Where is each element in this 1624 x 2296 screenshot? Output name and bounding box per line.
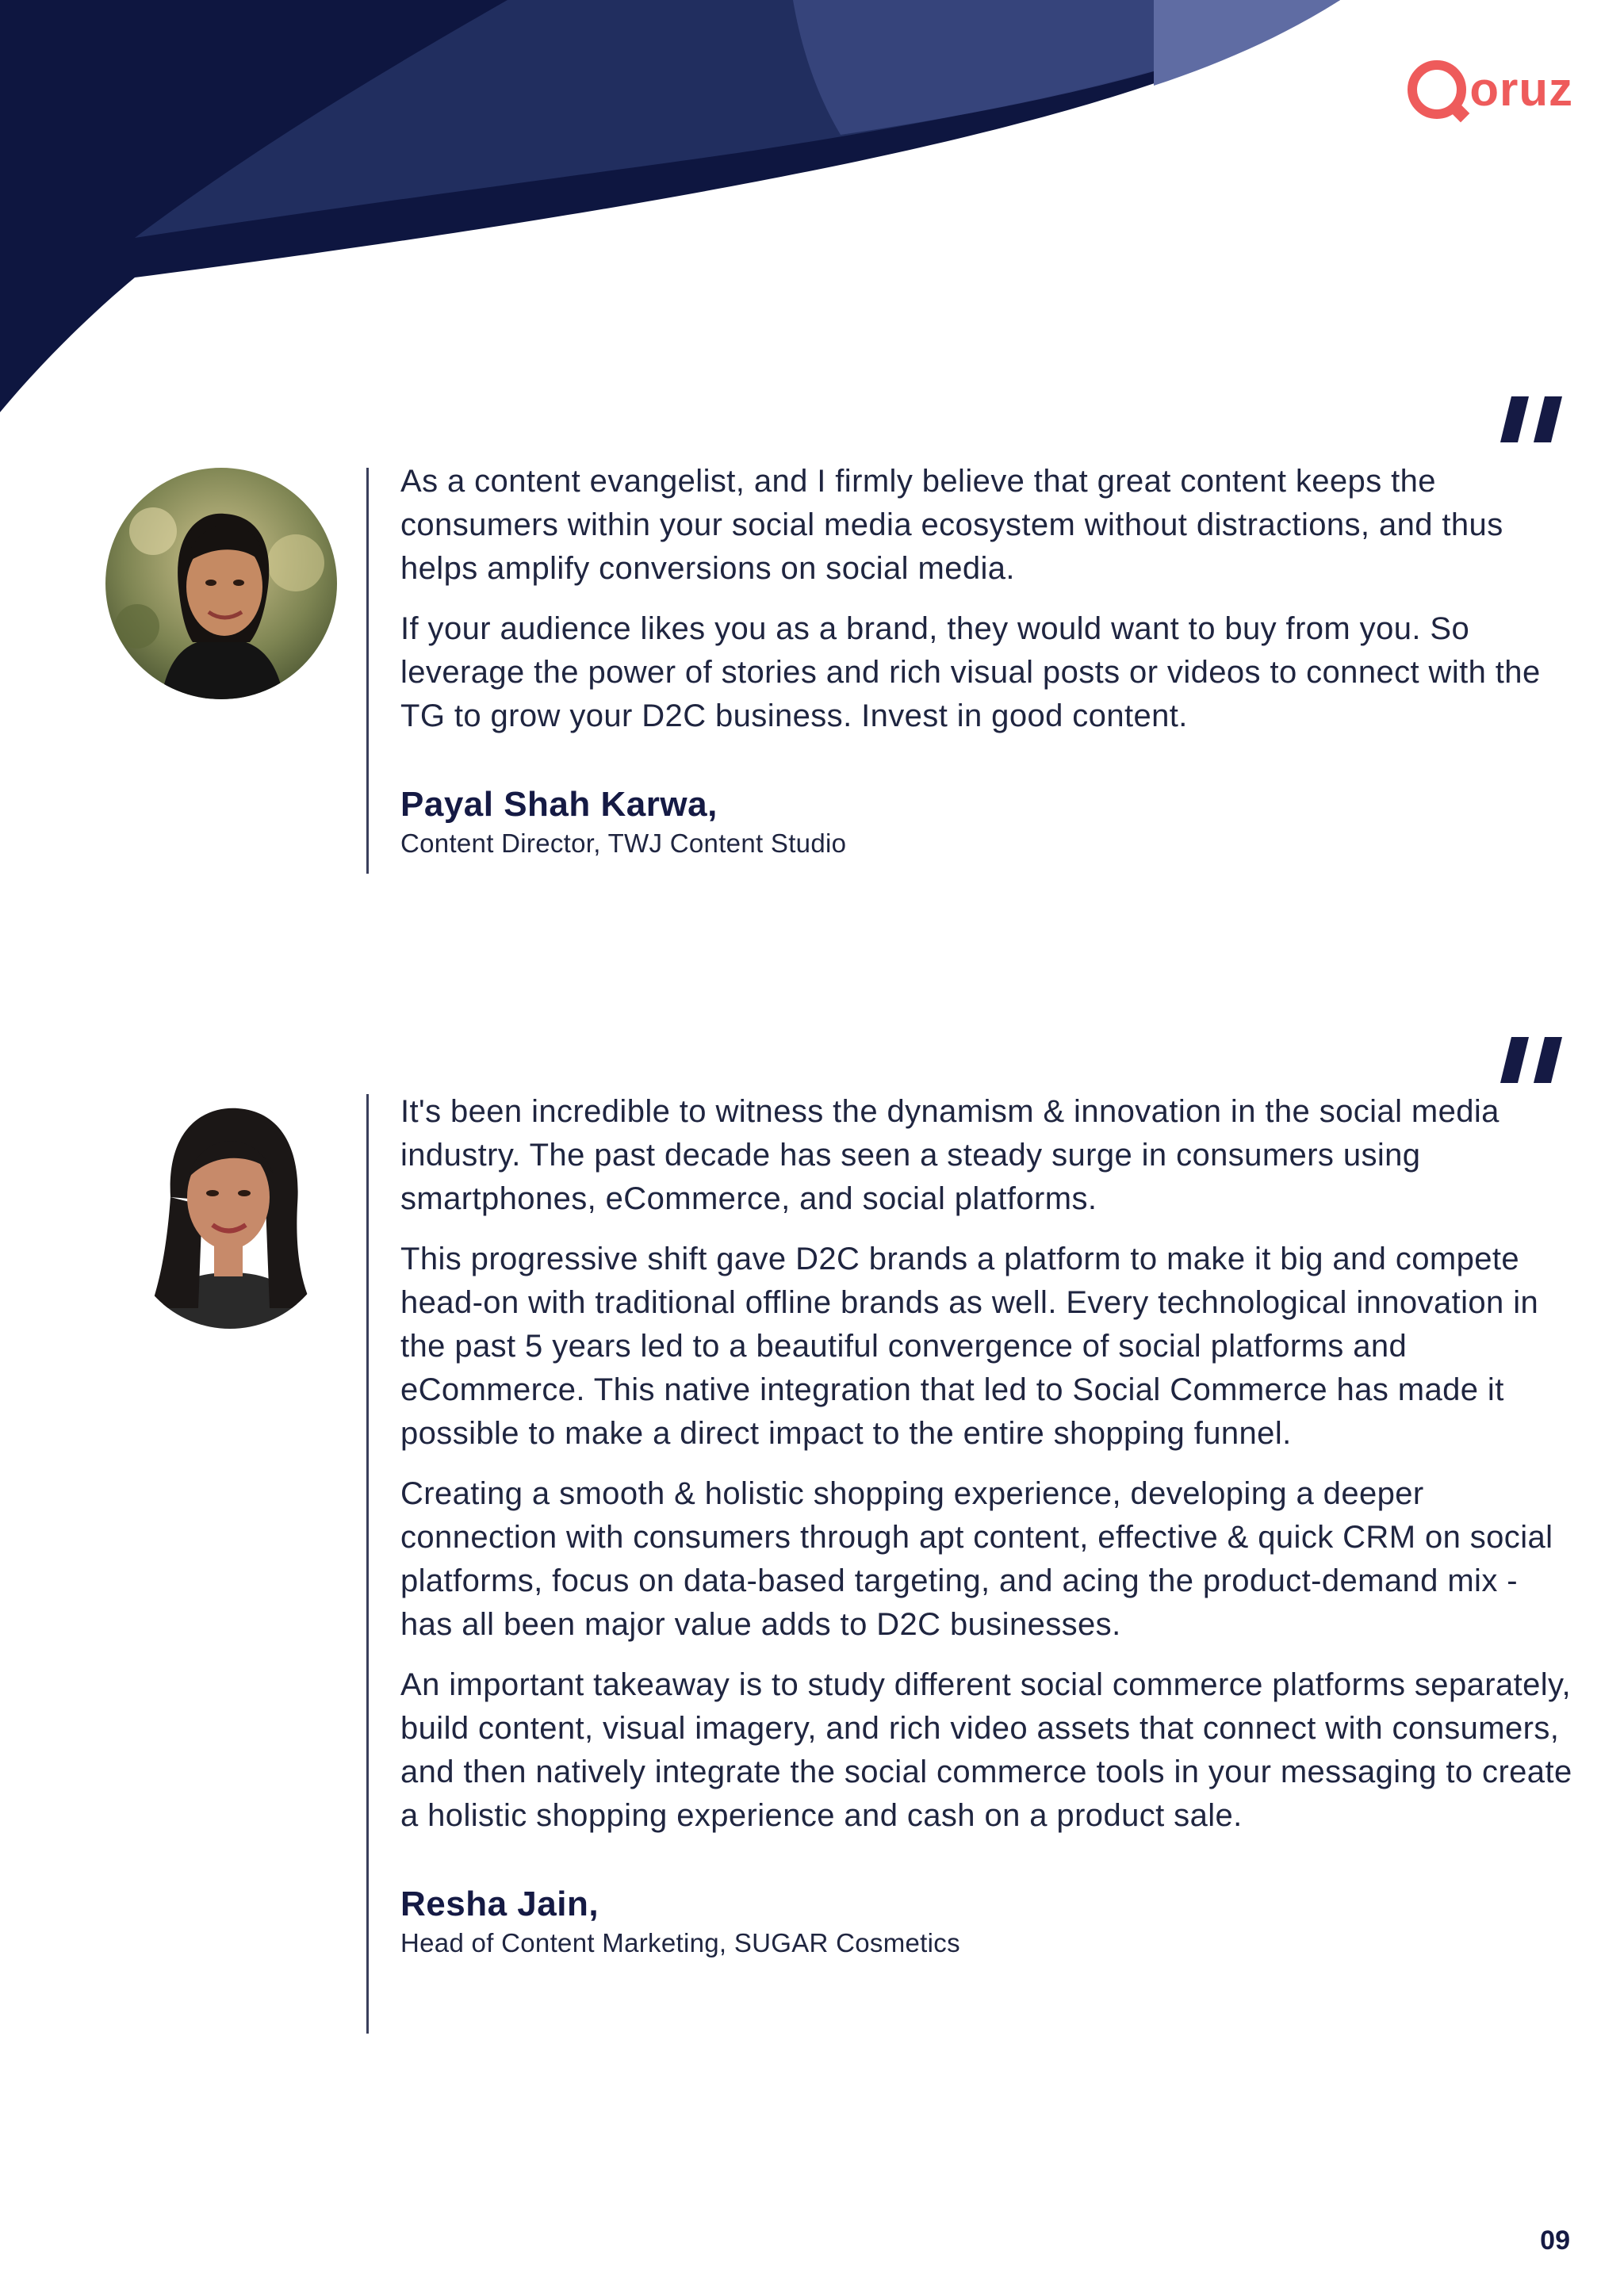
- quote-divider-line: [366, 1094, 369, 2034]
- author-role: Content Director, TWJ Content Studio: [400, 828, 847, 858]
- author-role: Head of Content Marketing, SUGAR Cosmetics: [400, 1928, 960, 1957]
- page-number: 09: [1540, 2225, 1570, 2256]
- logo-q-mark: [1408, 60, 1466, 119]
- avatar-payal-shah-karwa: [105, 468, 337, 699]
- double-quote-icon: [1500, 1037, 1562, 1083]
- double-quote-icon: [1500, 396, 1562, 442]
- brand-logo: [1408, 60, 1573, 119]
- portrait-image: [127, 1094, 333, 1329]
- header-wave-decoration: [0, 0, 1624, 420]
- portrait-image: [105, 468, 337, 699]
- testimonial-1: [400, 460, 1574, 860]
- quote-divider-line: [366, 468, 369, 874]
- testimonial-2: [400, 1090, 1574, 1960]
- logo-text: oruz: [1469, 63, 1573, 116]
- testimonial-paragraph: If your audience likes you as a brand, they would want to buy from you. So leverage the power of stories and rich visual posts or videos to connect with the TG to grow your D2C business. Invest in good content.: [400, 611, 1541, 733]
- testimonial-paragraph: This progressive shift gave D2C brands a platform to make it big and compete head-on with traditional offline brands as well. Every technological innovation in the past 5 years led to a beautiful convergence of social platforms and eCommerce. This native integration that led to Social Commerce has made it possible to make a direct impact to the entire shopping funnel.: [400, 1242, 1539, 1451]
- testimonial-paragraph: It's been incredible to witness the dynamism & innovation in the social media industry. The past decade has seen a steady surge in consumers using smartphones, eCommerce, and social platforms.: [400, 1094, 1500, 1216]
- author-name: Resha Jain,: [400, 1885, 599, 1923]
- testimonial-paragraph: As a content evangelist, and I firmly believe that great content keeps the consumers within your social media ecosystem without distractions, and thus helps amplify conversions on social media.: [400, 464, 1503, 586]
- avatar-resha-jain: [127, 1094, 333, 1329]
- author-name: Payal Shah Karwa,: [400, 785, 718, 824]
- testimonial-paragraph: An important takeaway is to study different social commerce platforms separately, build content, visual imagery, and rich video assets that connect with consumers, and then natively integrate the social commerce tools in your messaging to create a holistic shopping experience and cash on a product sale.: [400, 1667, 1572, 1833]
- testimonial-paragraph: Creating a smooth & holistic shopping experience, developing a deeper connection with consumers through apt content, effective & quick CRM on social platforms, focus on data-based targeting, and acing the product-demand mix - has all been major value adds to D2C businesses.: [400, 1476, 1553, 1642]
